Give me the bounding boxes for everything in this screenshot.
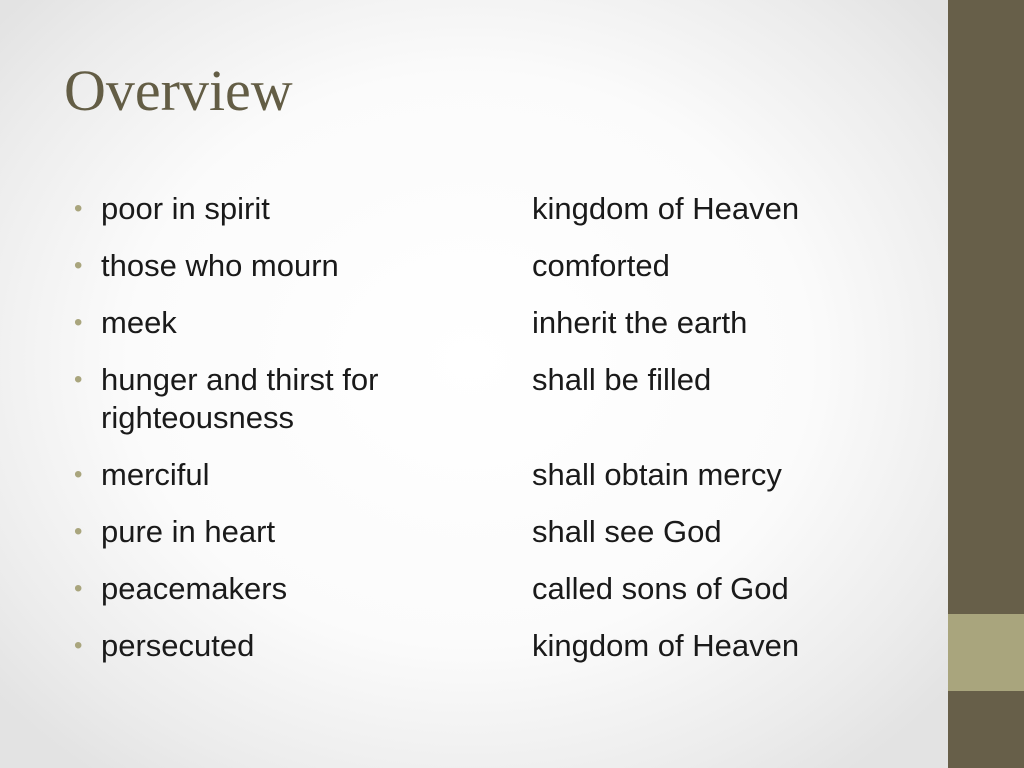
bullet-icon: • — [74, 252, 83, 279]
item-promise: kingdom of Heaven — [532, 191, 800, 226]
bullet-icon: • — [74, 195, 83, 222]
item-subject: meek — [101, 305, 177, 340]
beatitudes-list — [74, 190, 914, 684]
bullet-icon: • — [74, 632, 83, 659]
list-item — [74, 190, 914, 228]
list-item — [74, 361, 914, 437]
item-subject: hunger and thirst for righteousness — [101, 362, 379, 435]
list-item — [74, 456, 914, 494]
item-promise: shall obtain mercy — [532, 457, 782, 492]
item-subject: poor in spirit — [101, 191, 270, 226]
item-subject: pure in heart — [101, 514, 276, 549]
bullet-icon: • — [74, 461, 83, 488]
list-item — [74, 570, 914, 608]
item-promise: comforted — [532, 248, 670, 283]
item-promise: inherit the earth — [532, 305, 748, 340]
bullet-icon: • — [74, 366, 83, 393]
bullet-icon: • — [74, 575, 83, 602]
list-item — [74, 513, 914, 551]
item-subject: peacemakers — [101, 571, 288, 606]
sidebar-accent-block — [948, 614, 1024, 691]
bullet-icon: • — [74, 518, 83, 545]
item-promise: shall be filled — [532, 362, 712, 397]
decorative-sidebar — [948, 0, 1024, 768]
list-item — [74, 627, 914, 665]
item-promise: kingdom of Heaven — [532, 628, 800, 663]
item-subject: merciful — [101, 457, 210, 492]
item-subject: persecuted — [101, 628, 255, 663]
list-item — [74, 304, 914, 342]
item-promise: shall see God — [532, 514, 722, 549]
slide-title: Overview — [64, 58, 293, 123]
list-item — [74, 247, 914, 285]
bullet-icon: • — [74, 309, 83, 336]
item-subject: those who mourn — [101, 248, 339, 283]
item-promise: called sons of God — [532, 571, 789, 606]
